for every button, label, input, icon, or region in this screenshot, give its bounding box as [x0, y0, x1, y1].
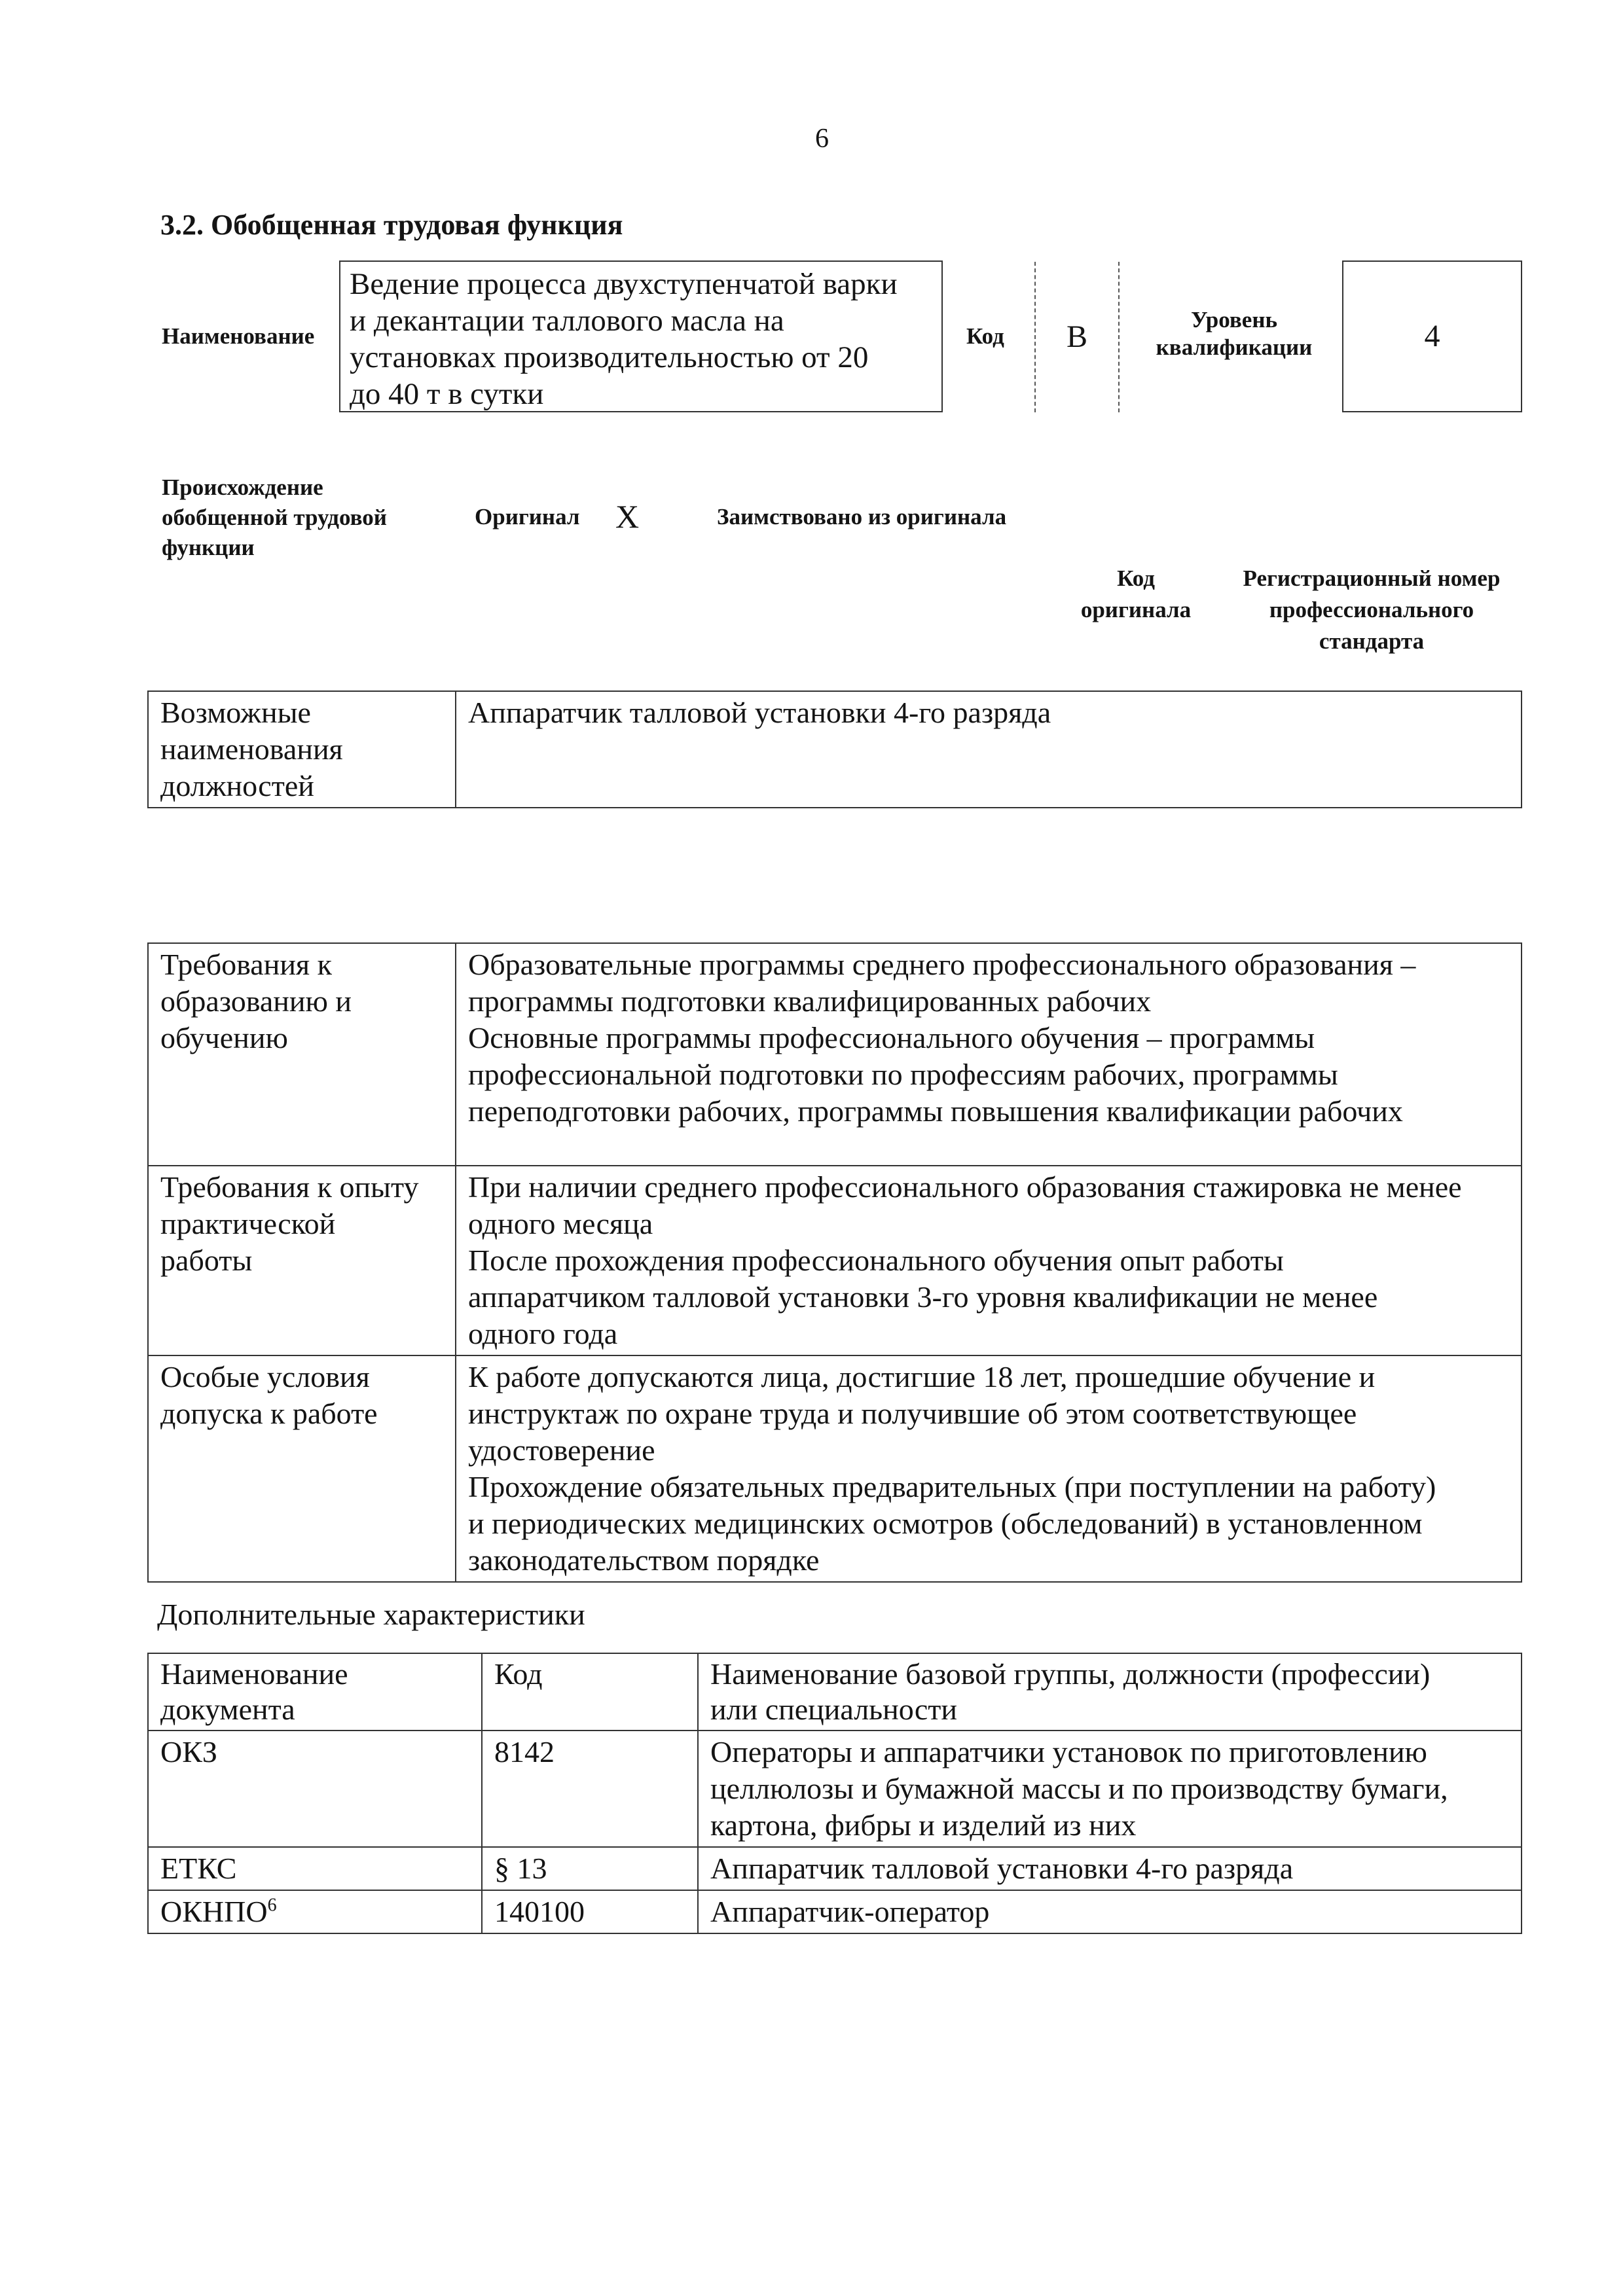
requirement-line: переподготовки рабочих, программы повышения квалификации рабочих [468, 1094, 1403, 1128]
requirement-label-line: Особые условия [160, 1360, 370, 1393]
code-cell: § 13 [482, 1847, 698, 1890]
requirement-line: После прохождения профессионального обучения опыт работы [468, 1244, 1284, 1277]
origin-reg-line: профессионального [1269, 597, 1474, 622]
origin-label-line: обобщенной трудовой [162, 505, 387, 530]
origin-code-label [1067, 563, 1205, 626]
code-value: B [1034, 262, 1120, 412]
requirement-line: одного месяца [468, 1207, 653, 1240]
table-row [148, 1847, 1522, 1890]
footnote-marker: 6 [267, 1895, 277, 1916]
doc-cell [148, 1890, 482, 1933]
table-row [148, 943, 1522, 1166]
requirements-table [147, 942, 1522, 1583]
positions-label-line: должностей [160, 769, 314, 802]
requirement-label-line: работы [160, 1244, 253, 1277]
group-line: целлюлозы и бумажной массы и по производству бумаги, [710, 1772, 1448, 1805]
group-line: Операторы и аппаратчики установок по приготовлению [710, 1735, 1427, 1768]
group-cell [698, 1731, 1522, 1847]
requirement-line: и периодических медицинских осмотров (обследований) в установленном [468, 1507, 1423, 1540]
column-header-document [148, 1653, 482, 1731]
origin-label [162, 473, 437, 563]
name-label: Наименование [162, 323, 315, 349]
table-row [148, 1731, 1522, 1847]
function-name-line: установках производительностью от 20 [350, 340, 869, 374]
origin-original-label: Оригинал [475, 504, 580, 529]
doc-cell: ЕТКС [148, 1847, 482, 1890]
requirement-label-line: Требования к опыту [160, 1170, 419, 1204]
doc-name: ОКНПО [160, 1895, 268, 1928]
positions-table [147, 691, 1522, 808]
requirement-line: удостоверение [468, 1433, 655, 1467]
requirement-line: К работе допускаются лица, достигшие 18 лет, прошедшие обучение и [468, 1360, 1376, 1393]
positions-label-line: наименования [160, 732, 343, 766]
requirement-line: Образовательные программы среднего профессионального образования – [468, 948, 1416, 981]
positions-label-line: Возможные [160, 696, 311, 729]
code-label: Код [966, 323, 1004, 349]
requirement-line: Прохождение обязательных предварительных (при поступлении на работу) [468, 1470, 1436, 1503]
origin-reg-line: стандарта [1319, 628, 1425, 654]
origin-original-mark: X [615, 498, 640, 535]
table-row [148, 1166, 1522, 1355]
origin-reg-line: Регистрационный номер [1243, 565, 1501, 591]
level-value: 4 [1342, 260, 1522, 412]
origin-label-line: функции [162, 535, 255, 560]
function-name-line: до 40 т в сутки [350, 377, 544, 411]
requirement-line: инструктаж по охране труда и получившие об этом соответствующее [468, 1397, 1357, 1430]
requirement-label-line: образованию и [160, 984, 352, 1018]
requirement-label-line: допуска к работе [160, 1397, 378, 1430]
requirement-line: законодательством порядке [468, 1543, 820, 1577]
requirement-value [456, 1355, 1522, 1582]
requirement-value [456, 943, 1522, 1166]
page-number: 6 [815, 124, 829, 154]
extra-title: Дополнительные характеристики [157, 1598, 585, 1631]
group-line: Аппаратчик-оператор [710, 1895, 990, 1928]
level-label [1142, 306, 1326, 361]
extra-table [147, 1653, 1522, 1934]
column-header-group [698, 1653, 1522, 1731]
code-cell: 8142 [482, 1731, 698, 1847]
doc-cell: ОКЗ [148, 1731, 482, 1847]
column-header-line: Наименование базовой группы, должности (профессии) [710, 1657, 1431, 1691]
column-header-line: документа [160, 1693, 295, 1726]
requirement-line: программы подготовки квалифицированных рабочих [468, 984, 1152, 1018]
level-label-line: Уровень [1190, 307, 1278, 332]
positions-value: Аппаратчик талловой установки 4-го разряда [456, 691, 1522, 808]
column-header-line: или специальности [710, 1693, 958, 1726]
section-title: 3.2. Обобщенная трудовая функция [160, 209, 623, 241]
column-header-line: Код [494, 1657, 543, 1691]
group-cell [698, 1847, 1522, 1890]
table-header-row [148, 1653, 1522, 1731]
requirement-line: Основные программы профессионального обучения – программы [468, 1021, 1315, 1054]
group-line: картона, фибры и изделий из них [710, 1808, 1137, 1842]
origin-reg-label [1224, 563, 1519, 657]
function-name-line: и декантации таллового масла на [350, 304, 784, 338]
table-row [148, 1890, 1522, 1933]
requirement-value [456, 1166, 1522, 1355]
requirement-label [148, 1166, 456, 1355]
requirement-label-line: обучению [160, 1021, 288, 1054]
requirement-line: При наличии среднего профессионального образования стажировка не менее [468, 1170, 1462, 1204]
group-cell [698, 1890, 1522, 1933]
requirement-line: аппаратчиком талловой установки 3-го уровня квалификации не менее [468, 1280, 1378, 1314]
function-name-box [339, 260, 943, 412]
requirement-label [148, 943, 456, 1166]
level-label-line: квалификации [1156, 334, 1313, 360]
column-header-line: Наименование [160, 1657, 348, 1691]
table-row [148, 691, 1522, 808]
requirement-label-line: практической [160, 1207, 336, 1240]
requirement-label [148, 1355, 456, 1582]
origin-label-line: Происхождение [162, 475, 323, 500]
positions-label [148, 691, 456, 808]
code-cell: 140100 [482, 1890, 698, 1933]
table-row [148, 1355, 1522, 1582]
origin-code-line: оригинала [1080, 597, 1192, 622]
requirement-label-line: Требования к [160, 948, 332, 981]
origin-code-line: Код [1117, 565, 1155, 591]
origin-borrowed-label: Заимствовано из оригинала [717, 504, 1007, 529]
function-name-line: Ведение процесса двухступенчатой варки [350, 267, 898, 301]
column-header-code [482, 1653, 698, 1731]
requirement-line: одного года [468, 1317, 618, 1350]
group-line: Аппаратчик талловой установки 4-го разряда [710, 1852, 1294, 1885]
requirement-line: профессиональной подготовки по профессиям рабочих, программы [468, 1058, 1338, 1091]
